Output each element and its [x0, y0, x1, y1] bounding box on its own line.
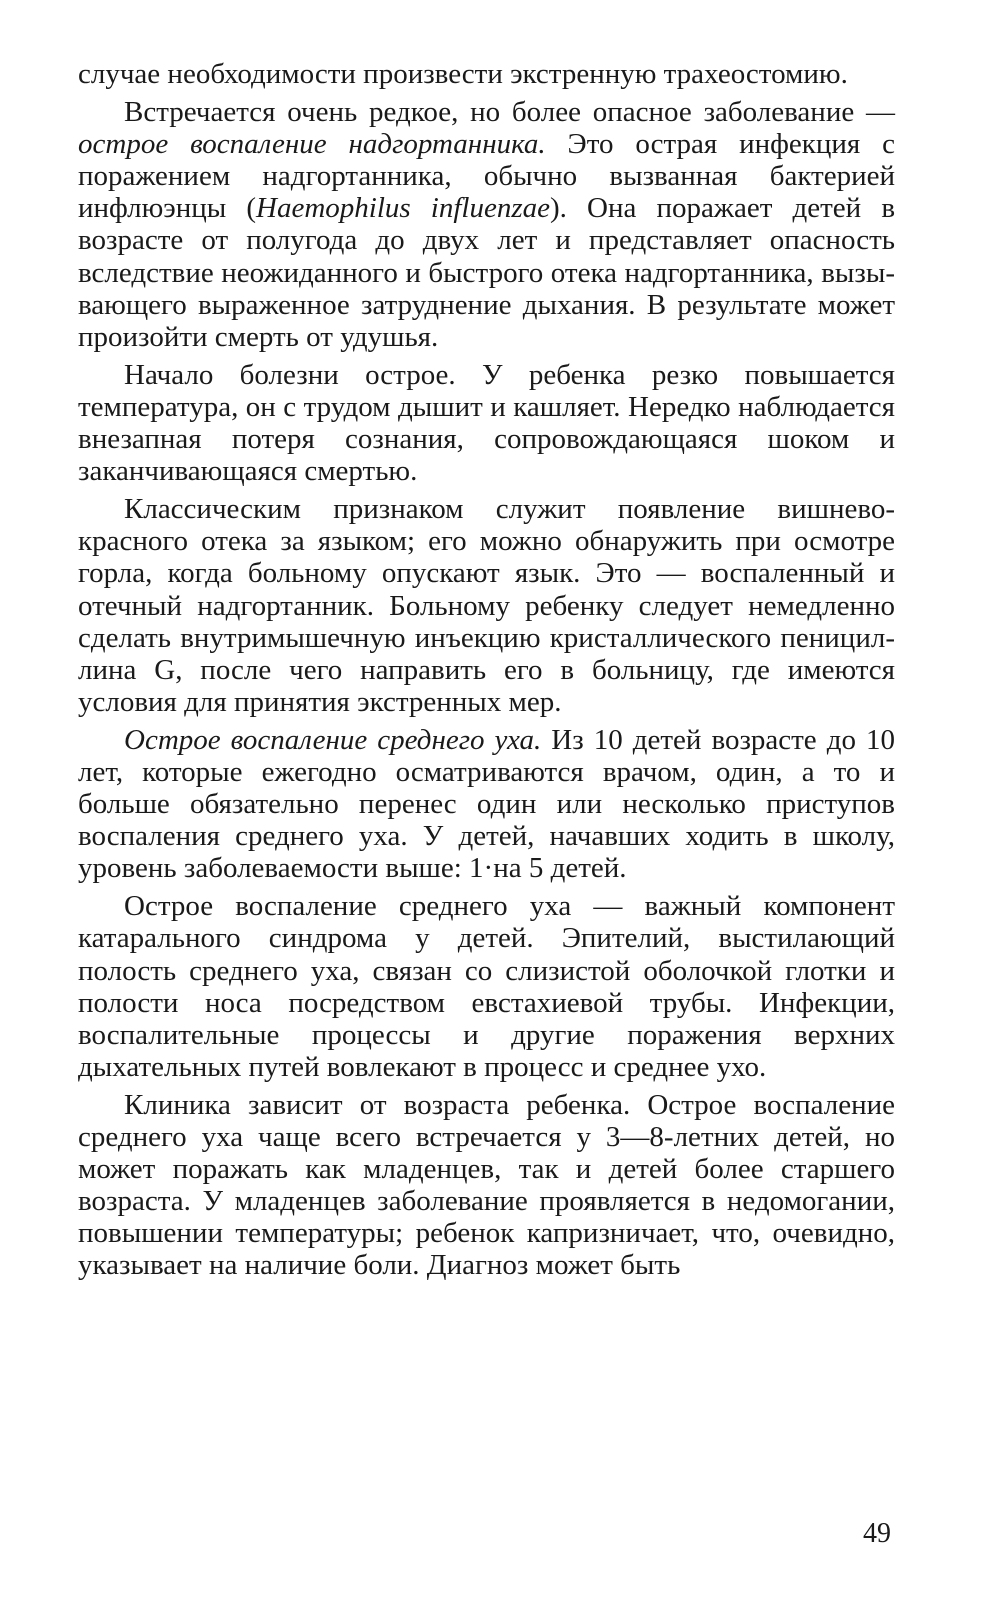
text-run: Классическим признаком служит появление вишнево-красного отека за языком; его можно обнаружить при осмотре горла, когда больному опускают язык. Это — воспаленный и отечный надгортанник. Больному ребенку следует немедленно сделать внутримышечную инъекцию кристаллического пенициллина G, после чего направить его в больницу, где имеются условия для принятия экстренных мер.	[78, 493, 895, 718]
paragraph	[78, 493, 895, 718]
paragraph	[78, 96, 895, 353]
paragraph	[78, 724, 895, 884]
emphasis-term: Острое воспаление среднего уха.	[124, 723, 542, 756]
paragraph	[78, 1089, 895, 1282]
paragraph	[78, 890, 895, 1083]
paragraph	[78, 58, 895, 90]
page-number: 49	[863, 1518, 891, 1549]
text-run: случае необходимости произвести экстренную трахеостомию.	[78, 58, 848, 90]
text-run: Встречается очень редкое, но более опасное заболевание —	[124, 96, 895, 129]
text-run: Клиника зависит от возраста ребенка. Острое воспаление среднего уха чаще всего встречается у 3—8-летних детей, но может поражать как младенцев, так и детей более старшего возраста. У младенцев заболевание проявляется в недомогании, повышении температуры; ребенок капризничает, что, очевидно, указывает на наличие боли. Диагноз может быть	[78, 1088, 895, 1282]
text-run: Из 10 детей возрасте до 10 лет, которые ежегодно осматриваются врачом, один, а то и больше обязательно перенес один или несколько приступов воспаления среднего уха. У детей, начавших ходить в школу, уровень заболеваемости выше: 1·на 5 детей.	[78, 723, 895, 885]
latin-name: Haemophilus influenzae	[256, 192, 551, 225]
text-run: ). Она поражает детей в возрасте от полугода до двух лет и представляет опасность вследствие неожиданного и быстрого отека надгортанника, вызывающего выраженное затруднение дыхания. В результате может произойти смерть от удушья.	[78, 192, 896, 353]
paragraph	[78, 359, 895, 487]
text-run: Начало болезни острое. У ребенка резко повышается температура, он с трудом дышит и кашляет. Нередко наблюдается внезапная потеря сознания, сопровождающаяся шоком и заканчивающаяся смертью.	[78, 358, 895, 488]
text-run: Острое воспаление среднего уха — важный компонент катарального синдрома у детей. Эпителий, выстилающий полость среднего уха, связан со слизистой оболочкой глотки и полости носа посредством евстахиевой трубы. Инфекции, воспалительные процессы и другие поражения верхних дыхательных путей вовлекают в процесс и среднее ухо.	[78, 890, 895, 1083]
text-run: Это острая инфекция с поражением надгортанника, обычно вызванная бактерией инфлюэнцы (	[78, 128, 895, 225]
body-text	[78, 58, 895, 1281]
emphasis-term: острое воспаление надгортанника.	[78, 128, 546, 161]
